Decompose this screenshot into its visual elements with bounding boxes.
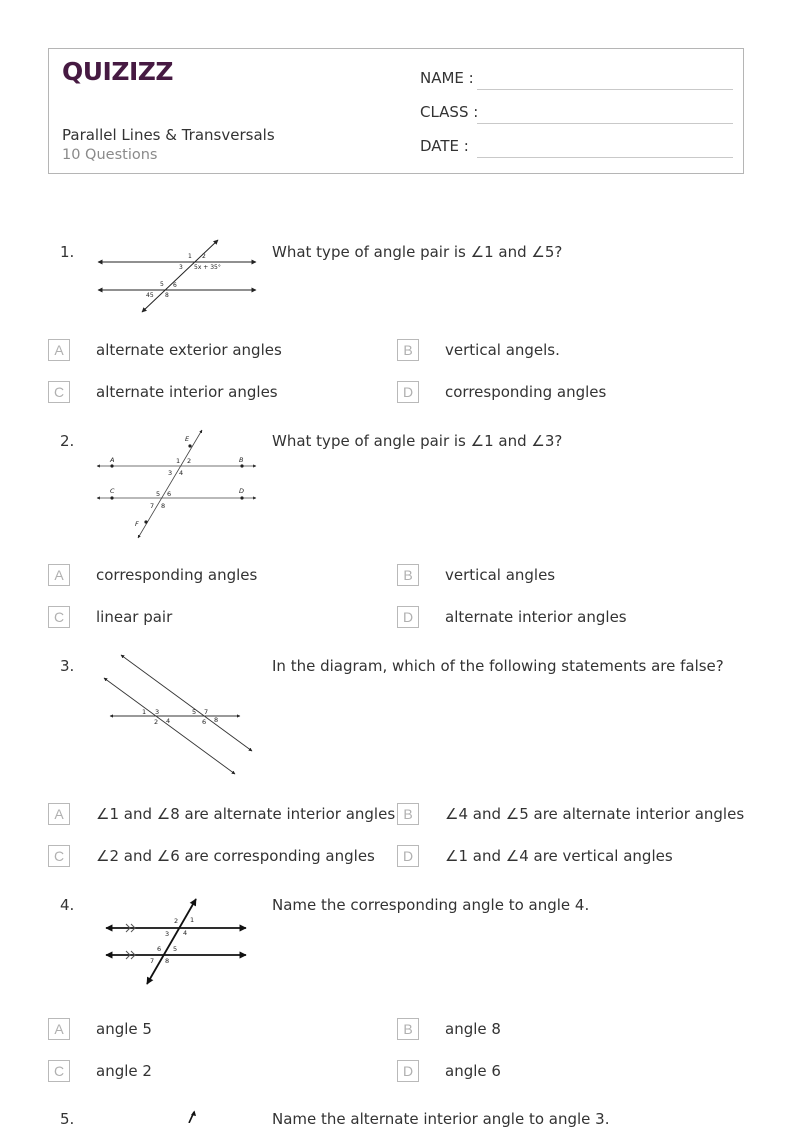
diagram-label: 2 <box>187 457 192 465</box>
diagram-label: 6 <box>167 490 172 498</box>
option-letter: C <box>48 381 70 403</box>
diagram-label: 45 <box>146 292 154 299</box>
diagram-label: 7 <box>150 502 155 510</box>
diagram-label: 4 <box>183 929 188 937</box>
answer-option[interactable]: ∠1 and ∠4 are vertical angles <box>445 847 673 865</box>
diagram-label: F <box>135 520 139 528</box>
question-2-diagram <box>94 428 260 542</box>
diagram-label: E <box>185 435 190 443</box>
answer-option[interactable]: alternate interior angles <box>96 383 278 401</box>
worksheet-header <box>48 48 744 174</box>
question-number: 3. <box>60 657 75 675</box>
diagram-label: 5 <box>192 708 197 716</box>
answer-option[interactable]: ∠4 and ∠5 are alternate interior angles <box>445 805 745 823</box>
diagram-label: 2 <box>174 917 179 925</box>
question-text: What type of angle pair is ∠1 and ∠5? <box>272 243 563 261</box>
diagram-label: 2 <box>154 718 159 726</box>
question-text: In the diagram, which of the following statements are false? <box>272 657 724 675</box>
diagram-label: 6 <box>173 282 177 289</box>
diagram-label: 7 <box>204 708 209 716</box>
option-letter: A <box>48 339 70 361</box>
diagram-label: 1 <box>190 916 195 924</box>
question-4-diagram <box>102 896 252 988</box>
option-letter: B <box>397 803 419 825</box>
option-letter: D <box>397 381 419 403</box>
option-letter: D <box>397 845 419 867</box>
question-1-diagram <box>94 236 260 316</box>
diagram-label: 8 <box>161 502 166 510</box>
answer-option[interactable]: corresponding angles <box>445 383 607 401</box>
answer-option[interactable]: ∠2 and ∠6 are corresponding angles <box>96 847 375 865</box>
question-number: 5. <box>60 1110 75 1128</box>
diagram-label: 5 <box>160 281 164 288</box>
answer-option[interactable]: corresponding angles <box>96 566 258 584</box>
option-letter: B <box>397 339 419 361</box>
option-letter: B <box>397 1018 419 1040</box>
answer-option[interactable]: alternate exterior angles <box>96 341 282 359</box>
answer-option[interactable]: vertical angles <box>445 566 556 584</box>
diagram-label: 2 <box>202 253 206 260</box>
diagram-label: 8 <box>165 292 169 299</box>
date-field[interactable] <box>477 157 733 158</box>
question-text: Name the corresponding angle to angle 4. <box>272 896 590 914</box>
diagram-label: 4 <box>166 717 171 725</box>
option-letter: C <box>48 1060 70 1082</box>
diagram-label: 8 <box>214 716 219 724</box>
question-text: What type of angle pair is ∠1 and ∠3? <box>272 432 563 450</box>
diagram-label: 8 <box>165 957 170 965</box>
diagram-label: C <box>110 487 115 495</box>
date-label: DATE : <box>420 137 469 155</box>
diagram-label: 1 <box>142 708 147 716</box>
option-letter: D <box>397 606 419 628</box>
diagram-label: D <box>239 487 245 495</box>
diagram-label: 3 <box>155 708 160 716</box>
answer-option[interactable]: angle 8 <box>445 1020 501 1038</box>
diagram-label: 5 <box>173 945 178 953</box>
question-number: 1. <box>60 243 75 261</box>
option-letter: C <box>48 845 70 867</box>
worksheet-title: Parallel Lines & Transversals <box>62 126 275 144</box>
answer-option[interactable]: vertical angels. <box>445 341 560 359</box>
answer-option[interactable]: alternate interior angles <box>445 608 627 626</box>
question-5-diagram <box>180 1110 204 1123</box>
diagram-label: 6 <box>202 718 207 726</box>
diagram-label: 5 <box>156 490 161 498</box>
name-field[interactable] <box>477 89 733 90</box>
question-count: 10 Questions <box>62 147 158 163</box>
answer-option[interactable]: angle 5 <box>96 1020 152 1038</box>
diagram-label: 6 <box>157 945 162 953</box>
question-number: 4. <box>60 896 75 914</box>
answer-option[interactable]: angle 2 <box>96 1062 152 1080</box>
question-text: Name the alternate interior angle to angle 3. <box>272 1110 610 1128</box>
class-field[interactable] <box>477 123 733 124</box>
option-letter: A <box>48 803 70 825</box>
answer-option[interactable]: angle 6 <box>445 1062 501 1080</box>
diagram-label: 7 <box>150 957 155 965</box>
diagram-label: B <box>239 456 244 464</box>
option-letter: D <box>397 1060 419 1082</box>
diagram-label: A <box>110 456 115 464</box>
option-letter: A <box>48 1018 70 1040</box>
diagram-label: 1 <box>176 457 181 465</box>
quizizz-logo: QUIZIZZ <box>62 57 174 86</box>
class-label: CLASS : <box>420 103 479 121</box>
question-number: 2. <box>60 432 75 450</box>
diagram-label: 3 <box>165 930 170 938</box>
option-letter: A <box>48 564 70 586</box>
option-letter: B <box>397 564 419 586</box>
diagram-label: 4 <box>179 469 184 477</box>
answer-option[interactable]: linear pair <box>96 608 173 626</box>
diagram-label: 3 <box>168 469 173 477</box>
diagram-label: 3 <box>179 264 183 271</box>
diagram-label: 5x + 35° <box>194 264 221 271</box>
answer-option[interactable]: ∠1 and ∠8 are alternate interior angles <box>96 805 396 823</box>
diagram-label: 1 <box>188 253 192 260</box>
name-label: NAME : <box>420 69 474 87</box>
question-3-diagram <box>100 650 260 780</box>
option-letter: C <box>48 606 70 628</box>
